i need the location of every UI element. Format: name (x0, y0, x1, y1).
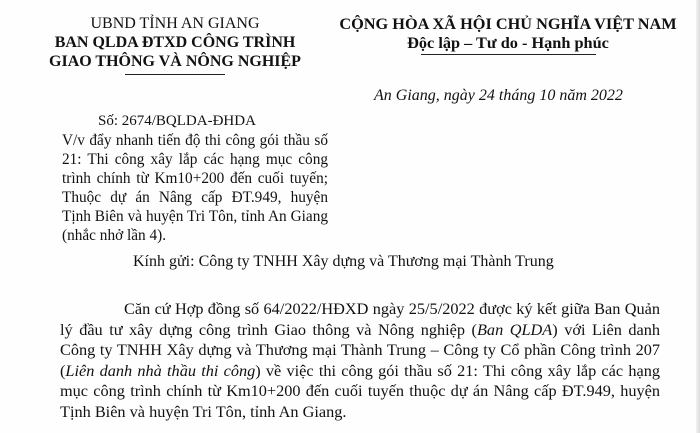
recipient-line: Kính gửi: Công ty TNHH Xây dựng và Thương mại Thành Trung (133, 253, 554, 270)
body-emphasis-ban-qlda: Ban QLDA (476, 319, 553, 339)
agency-name-line2: GIAO THÔNG VÀ NÔNG NGHIỆP (49, 53, 301, 70)
body-text-part1: Căn cứ Hợp đồng số 64/2022/HĐXD ngày 25/5/2022 được ký kết giữa Ban Quản lý đầu tư xây dựng công trình Giao thông và Nông nghiệp ( (60, 299, 660, 339)
issuing-agency-header (40, 14, 310, 75)
motto-underline (421, 54, 596, 55)
scan-edge-shadow (696, 0, 700, 433)
national-motto: Độc lập – Tư do - Hạnh phúc (407, 33, 609, 52)
nation-name: CỘNG HÒA XÃ HỘI CHỦ NGHĨA VIỆT NAM (339, 14, 677, 33)
place-and-date: An Giang, ngày 24 tháng 10 năm 2022 (374, 87, 623, 104)
agency-name-line1: BAN QLDA ĐTXD CÔNG TRÌNH (54, 34, 296, 51)
agency-underline (125, 74, 225, 75)
body-text-part2: ) với Liên danh Công ty TNHH Xây dựng và Thương mại Thành Trung – Công ty Cổ phần Công trình 207 ( (60, 319, 661, 380)
document-number: Số: 2674/BQLDA-ĐHDA (98, 113, 256, 129)
document-subject: V/v đẩy nhanh tiến độ thi công gói thầu số 21: Thi công xây lắp các hạng mục công trình chính từ Km10+200 đến cuối tuyến; Thuộc dự án Nâng cấp ĐT.949, huyện Tịnh Biên và huyện Tri Tôn, tỉnh An Giang (nhắc nhở lần 4). (62, 132, 328, 244)
national-header (333, 14, 683, 55)
agency-parent-name: UBND TỈNH AN GIANG (90, 15, 260, 32)
body-emphasis-contractor: Liên danh nhà thầu thi công (65, 360, 256, 380)
body-paragraph (60, 299, 660, 422)
body-text-part3: ) về việc thi công gói thầu số 21: Thi công xây lắp các hạng mục công trình chính từ Km10+200 đến cuối tuyến thuộc dự án Nâng cấp ĐT.949, huyện Tịnh Biên và huyện Tri Tôn, tỉnh An Giang. (60, 360, 660, 421)
